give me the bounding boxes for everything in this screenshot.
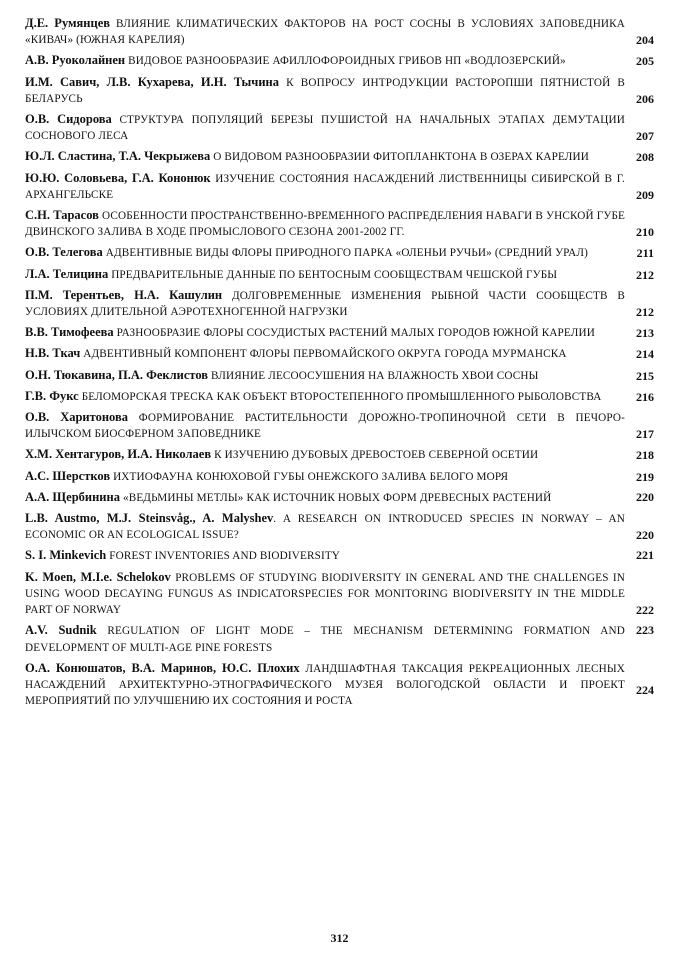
- entry-text: [25, 548, 625, 564]
- entry-title: АДВЕНТИВНЫЕ ВИДЫ ФЛОРЫ ПРИРОДНОГО ПАРКА «ОЛЕНЬИ РУЧЬИ» (СРЕДНИЙ УРАЛ): [105, 247, 588, 260]
- entry-title: REGULATION OF LIGHT MODE – THE MECHANISM DETERMINING FORMATION AND DEVELOPMENT OF MULTI-AGE PINE FORESTS: [25, 625, 625, 654]
- entry-text: [25, 661, 625, 710]
- entry-page-number: 219: [636, 469, 654, 484]
- toc-entry: [25, 447, 654, 463]
- entry-text: [25, 53, 625, 69]
- entry-authors: L.B. Austmo, M.J. Steinsvåg., A. Malyshev: [25, 511, 274, 526]
- entry-authors: Х.М. Хентагуров, И.А. Николаев: [25, 447, 212, 462]
- entry-authors: A.V. Sudnik: [25, 623, 97, 638]
- entry-authors: В.В. Тимофеева: [25, 325, 114, 340]
- entry-page-number: 212: [636, 305, 654, 320]
- entry-title: ИЗУЧЕНИЕ СОСТОЯНИЯ НАСАЖДЕНИЙ ЛИСТВЕННИЦЫ СИБИРСКОЙ В Г. АРХАНГЕЛЬСКЕ: [25, 172, 625, 201]
- entry-authors: Ю.Ю. Соловьева, Г.А. Кононюк: [25, 170, 211, 185]
- entry-text: [25, 410, 625, 442]
- entry-page-number: 217: [636, 427, 654, 442]
- entry-page-number: 205: [636, 54, 654, 69]
- entry-title: БЕЛОМОРСКАЯ ТРЕСКА КАК ОБЪЕКТ ВТОРОСТЕПЕННОГО ПРОМЫШЛЕННОГО РЫБОЛОВСТВА: [81, 390, 602, 403]
- entry-title: ВИДОВОЕ РАЗНООБРАЗИЕ АФИЛЛОФОРОИДНЫХ ГРИБОВ НП «ВОДЛОЗЕРСКИЙ»: [128, 55, 566, 68]
- entry-page-number: 207: [636, 129, 654, 144]
- entry-authors: Н.В. Ткач: [25, 346, 81, 361]
- entry-page-number: 222: [636, 603, 654, 618]
- entry-page-number: 220: [636, 528, 654, 543]
- toc-entry: [25, 368, 654, 384]
- entry-authors: K. Moen, M.I.e. Schelokov: [25, 569, 171, 584]
- entry-text: [25, 288, 625, 320]
- entry-authors: С.Н. Тарасов: [25, 208, 99, 223]
- toc-entry: [25, 623, 654, 655]
- entry-authors: А.А. Щербинина: [25, 489, 120, 504]
- entry-authors: S. I. Minkevich: [25, 548, 107, 563]
- entry-text: [25, 171, 625, 203]
- entry-title: ОСОБЕННОСТИ ПРОСТРАНСТВЕННО-ВРЕМЕННОГО РАСПРЕДЕЛЕНИЯ НАВАГИ В УНСКОЙ ГУБЕ ДВИНСКОГО ЗАЛИВА В ХОДЕ ПРОМЫСЛОВОГО СЕЗОНА 2001-2002 ГГ.: [25, 210, 626, 239]
- entry-text: [25, 623, 625, 655]
- entry-text: [25, 368, 625, 384]
- entry-title: ДОЛГОВРЕМЕННЫЕ ИЗМЕНЕНИЯ РЫБНОЙ ЧАСТИ СООБЩЕСТВ В УСЛОВИЯХ ДЛИТЕЛЬНОЙ АЭРОТЕХНОГЕННОЙ НАГРУЗКИ: [25, 289, 625, 319]
- toc-entry: [25, 75, 654, 107]
- toc-entry: [25, 171, 654, 203]
- entry-authors: Л.А. Телицина: [25, 266, 109, 281]
- toc-entry: [25, 288, 654, 320]
- entry-text: [25, 112, 625, 144]
- entry-title: К ВОПРОСУ ИНТРОДУКЦИИ РАСТОРОПШИ ПЯТНИСТОЙ В БЕЛАРУСЬ: [25, 76, 626, 105]
- entry-authors: А.С. Шерстков: [25, 468, 111, 483]
- entry-title: ВЛИЯНИЕ КЛИМАТИЧЕСКИХ ФАКТОРОВ НА РОСТ СОСНЫ В УСЛОВИЯХ ЗАПОВЕДНИКА «КИВАЧ» (ЮЖНАЯ КАРЕЛИЯ): [25, 18, 625, 47]
- entry-title: АДВЕНТИВНЫЙ КОМПОНЕНТ ФЛОРЫ ПЕРВОМАЙСКОГО ОКРУГА ГОРОДА МУРМАНСКА: [83, 348, 567, 361]
- toc-entry: [25, 661, 654, 710]
- entry-page-number: 220: [636, 489, 654, 504]
- entry-text: [25, 469, 625, 485]
- entry-text: [25, 267, 625, 283]
- entry-page-number: 212: [636, 267, 654, 282]
- entry-page-number: 216: [636, 389, 654, 404]
- entry-text: [25, 208, 625, 240]
- entry-text: [25, 447, 625, 463]
- entry-authors: А.В. Руоколайнен: [25, 53, 126, 68]
- entry-page-number: 224: [636, 682, 654, 697]
- entry-authors: О.Н. Тюкавина, П.А. Феклистов: [25, 367, 209, 382]
- entry-page-number: 213: [636, 326, 654, 341]
- toc-entry: [25, 346, 654, 362]
- entry-title: ИХТИОФАУНА КОНЮХОВОЙ ГУБЫ ОНЕЖСКОГО ЗАЛИВА БЕЛОГО МОРЯ: [113, 470, 509, 483]
- toc-entry: [25, 511, 654, 543]
- entry-text: [25, 490, 625, 506]
- toc-entry: [25, 389, 654, 405]
- entry-page-number: 209: [636, 187, 654, 202]
- toc-entry: [25, 53, 654, 69]
- toc-entry: [25, 410, 654, 442]
- entry-authors: О.А. Конюшатов, В.А. Маринов, Ю.С. Плохих: [25, 660, 300, 675]
- toc-entry: [25, 267, 654, 283]
- entry-title: FOREST INVENTORIES AND BIODIVERSITY: [109, 550, 341, 563]
- toc-entry: [25, 149, 654, 165]
- entry-text: [25, 149, 625, 165]
- entry-page-number: 221: [636, 548, 654, 563]
- entry-title: ВЛИЯНИЕ ЛЕСООСУШЕНИЯ НА ВЛАЖНОСТЬ ХВОИ СОСНЫ: [211, 369, 539, 382]
- toc-entry: [25, 112, 654, 144]
- entry-title: «ВЕДЬМИНЫ МЕТЛЫ» КАК ИСТОЧНИК НОВЫХ ФОРМ ДРЕВЕСНЫХ РАСТЕНИЙ: [122, 491, 552, 504]
- entry-page-number: 210: [636, 225, 654, 240]
- entry-title: ПРЕДВАРИТЕЛЬНЫЕ ДАННЫЕ ПО БЕНТОСНЫМ СООБЩЕСТВАМ ЧЕШСКОЙ ГУБЫ: [111, 268, 558, 281]
- entry-authors: Ю.Л. Сластина, Т.А. Чекрыжева: [25, 149, 211, 164]
- entry-text: [25, 16, 625, 48]
- entry-text: [25, 325, 625, 341]
- entry-text: [25, 346, 625, 362]
- entry-page-number: 218: [636, 448, 654, 463]
- entry-authors: И.М. Савич, Л.В. Кухарева, И.Н. Тычина: [25, 74, 279, 89]
- entry-page-number: 204: [636, 33, 654, 48]
- entry-text: [25, 511, 625, 543]
- entry-page-number: 214: [636, 347, 654, 362]
- entry-text: [25, 389, 625, 405]
- entry-authors: О.В. Телегова: [25, 245, 103, 260]
- entry-page-number: 206: [636, 91, 654, 106]
- entry-title: РАЗНООБРАЗИЕ ФЛОРЫ СОСУДИСТЫХ РАСТЕНИЙ МАЛЫХ ГОРОДОВ ЮЖНОЙ КАРЕЛИИ: [116, 327, 595, 340]
- entry-text: [25, 75, 625, 107]
- entry-page-number: 223: [636, 623, 654, 638]
- toc-entry: [25, 16, 654, 48]
- toc-entry: [25, 548, 654, 564]
- entry-title: О ВИДОВОМ РАЗНООБРАЗИИ ФИТОПЛАНКТОНА В ОЗЕРАХ КАРЕЛИИ: [213, 151, 589, 164]
- entry-text: [25, 245, 625, 261]
- page-number-footer: 312: [330, 931, 349, 945]
- entry-page-number: 208: [636, 150, 654, 165]
- entry-title: PROBLEMS OF STUDYING BIODIVERSITY IN GENERAL AND THE CHALLENGES IN USING WOOD DECAYING FUNGUS AS INDICATORSPECIES FOR MONITORING BIODIVERSITY IN THE MIDDLE PART OF NORWAY: [25, 571, 625, 617]
- entry-authors: Д.Е. Румянцев: [25, 16, 111, 30]
- entry-title: ФОРМИРОВАНИЕ РАСТИТЕЛЬНОСТИ ДОРОЖНО-ТРОПИНОЧНОЙ СЕТИ В ПЕЧОРО-ИЛЫЧСКОМ БИОСФЕРНОМ ЗАПОВЕДНИКЕ: [25, 412, 626, 441]
- entry-authors: О.В. Сидорова: [25, 112, 112, 127]
- entry-authors: О.В. Харитонова: [25, 410, 128, 425]
- entry-page-number: 215: [636, 368, 654, 383]
- entry-title: СТРУКТУРА ПОПУЛЯЦИЙ БЕРЕЗЫ ПУШИСТОЙ НА НАЧАЛЬНЫХ ЭТАПАХ ДЕМУТАЦИИ СОСНОВОГО ЛЕСА: [25, 114, 625, 143]
- toc-entry: [25, 325, 654, 341]
- table-of-contents: [25, 16, 654, 714]
- entry-authors: П.М. Терентьев, Н.А. Кашулин: [25, 287, 223, 302]
- toc-entry: [25, 490, 654, 506]
- toc-entry: [25, 469, 654, 485]
- entry-authors: Г.В. Фукс: [25, 388, 79, 403]
- toc-entry: [25, 570, 654, 619]
- toc-entry: [25, 245, 654, 261]
- toc-entry: [25, 208, 654, 240]
- entry-title: К ИЗУЧЕНИЮ ДУБОВЫХ ДРЕВОСТОЕВ СЕВЕРНОЙ ОСЕТИИ: [214, 449, 539, 462]
- entry-title: ЛАНДШАФТНАЯ ТАКСАЦИЯ РЕКРЕАЦИОННЫХ ЛЕСНЫХ НАСАЖДЕНИЙ АРХИТЕКТУРНО-ЭТНОГРАФИЧЕСКОГО МУЗЕЯ ВОЛОГОДСКОЙ ОБЛАСТИ И ПРОЕКТ МЕРОПРИЯТИЙ ПО УЛУЧШЕНИЮ ИХ СОСТОЯНИЯ И РОСТА: [25, 662, 625, 708]
- entry-page-number: 211: [636, 246, 654, 261]
- entry-title: . A RESEARCH ON INTRODUCED SPECIES IN NORWAY – AN ECONOMIC OR AN ECOLOGICAL ISSUE?: [25, 513, 625, 542]
- entry-text: [25, 570, 625, 619]
